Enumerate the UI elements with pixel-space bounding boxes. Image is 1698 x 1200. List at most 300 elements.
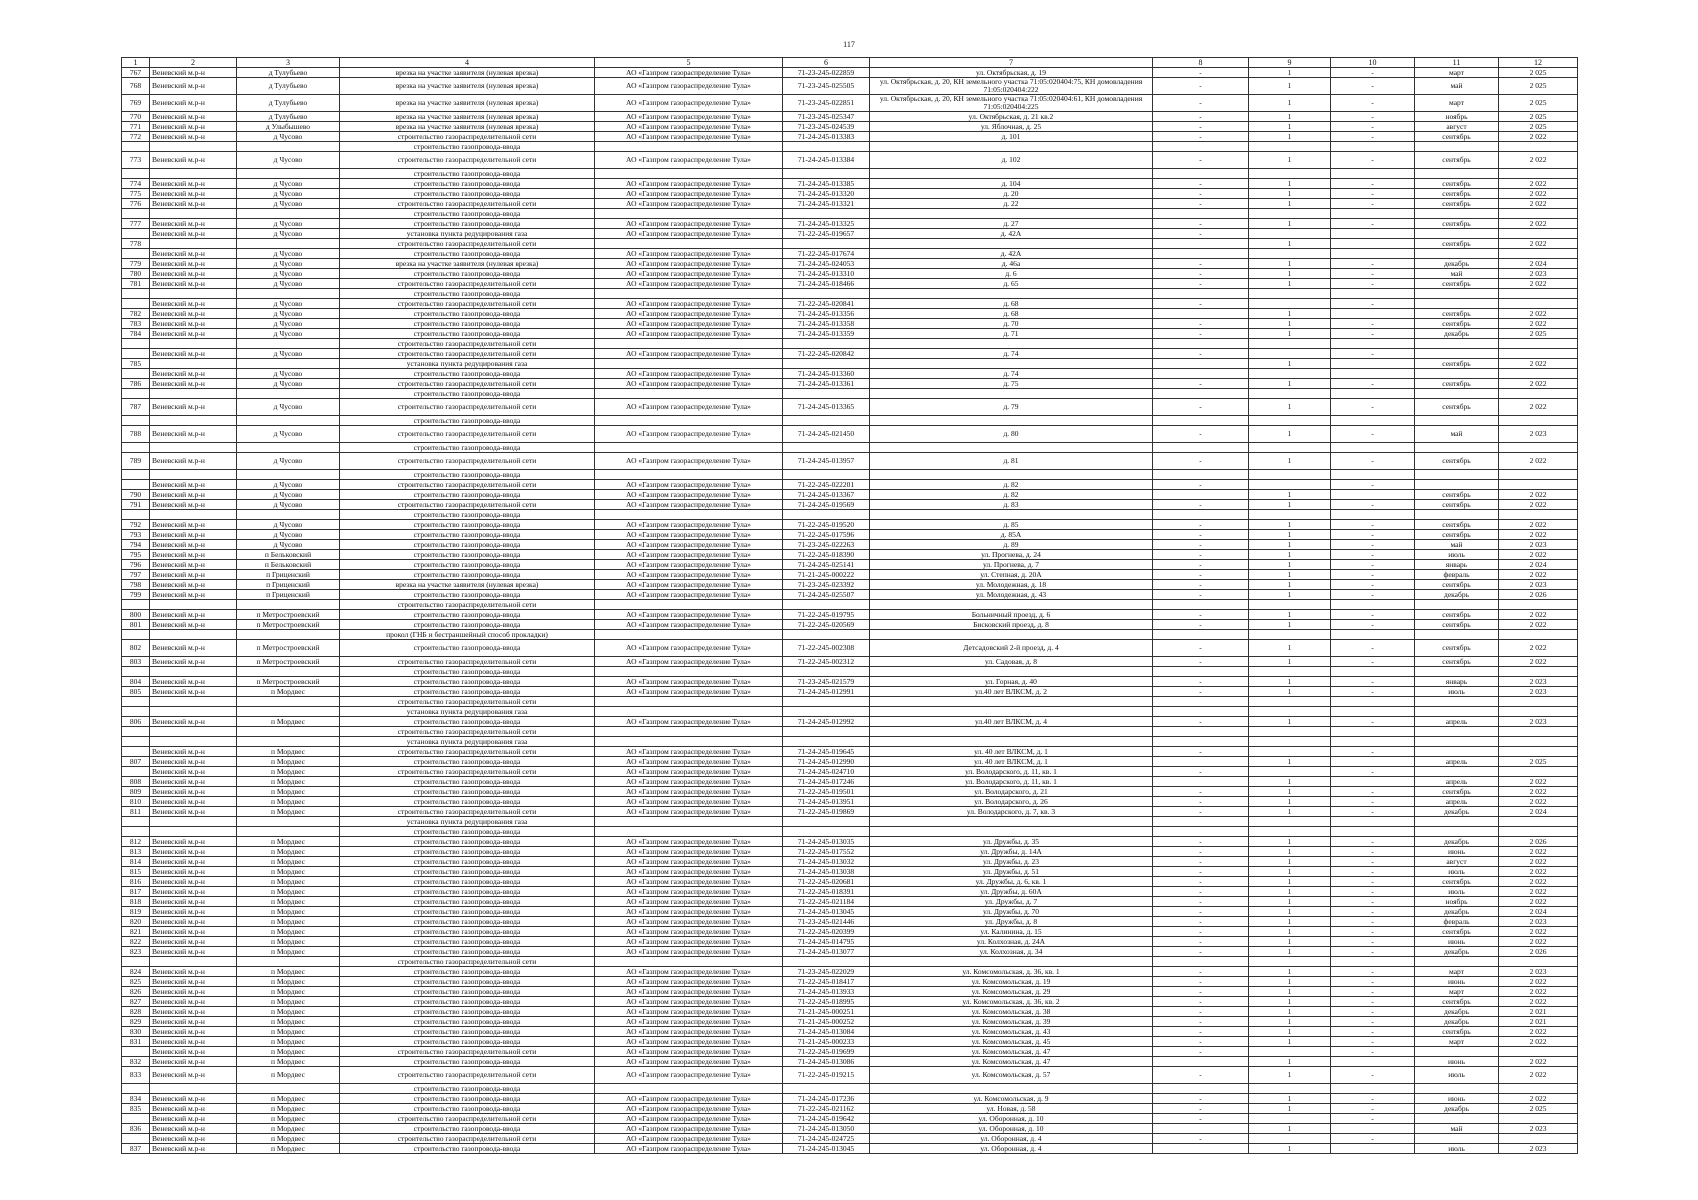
organization-cell: АО «Газпром газораспределение Тула» xyxy=(595,78,783,95)
table-row xyxy=(122,977,1578,987)
quantity-cell xyxy=(1249,339,1331,349)
col10-cell: - xyxy=(1331,550,1415,560)
district-cell xyxy=(150,443,237,453)
col10-cell: - xyxy=(1331,1134,1415,1144)
month-cell: сентябрь xyxy=(1415,179,1499,189)
locality-cell: п Бельковский xyxy=(237,560,340,570)
col10-cell xyxy=(1331,697,1415,707)
col8-cell: - xyxy=(1153,997,1249,1007)
organization-cell: АО «Газпром газораспределение Тула» xyxy=(595,967,783,977)
year-cell xyxy=(1499,630,1578,640)
table-row xyxy=(122,610,1578,620)
address-cell: д. 42А xyxy=(870,249,1153,259)
col10-cell: - xyxy=(1331,997,1415,1007)
quantity-cell: 1 xyxy=(1249,1124,1331,1134)
organization-cell: АО «Газпром газораспределение Тула» xyxy=(595,717,783,727)
locality-cell: д Тулубьево xyxy=(237,95,340,112)
table-row xyxy=(122,927,1578,937)
row-number: 801 xyxy=(122,620,150,630)
work-type-cell: строительство газораспределительной сети xyxy=(340,697,595,707)
work-type-cell: строительство газопровода-ввода xyxy=(340,620,595,630)
column-number-row xyxy=(122,58,1578,68)
year-cell: 2 023 xyxy=(1499,426,1578,443)
month-cell: март xyxy=(1415,987,1499,997)
row-number: 790 xyxy=(122,490,150,500)
application-number-cell: 71-24-245-019642 xyxy=(783,1114,870,1124)
address-cell: ул. Комсомольская, д. 9 xyxy=(870,1094,1153,1104)
col10-cell xyxy=(1331,1057,1415,1067)
month-cell xyxy=(1415,229,1499,239)
quantity-cell: 1 xyxy=(1249,967,1331,977)
locality-cell: п Мордвес xyxy=(237,807,340,817)
application-number-cell xyxy=(783,443,870,453)
col10-cell: - xyxy=(1331,917,1415,927)
address-cell xyxy=(870,389,1153,399)
address-cell: ул. Дружбы, д. 7 xyxy=(870,897,1153,907)
district-cell xyxy=(150,389,237,399)
organization-cell: АО «Газпром газораспределение Тула» xyxy=(595,907,783,917)
table-row xyxy=(122,767,1578,777)
quantity-cell xyxy=(1249,289,1331,299)
quantity-cell xyxy=(1249,443,1331,453)
year-cell: 2 023 xyxy=(1499,1124,1578,1134)
row-number xyxy=(122,339,150,349)
col10-cell: - xyxy=(1331,807,1415,817)
address-cell: ул. Комсомольская, д. 43 xyxy=(870,1027,1153,1037)
year-cell: 2 025 xyxy=(1499,1104,1578,1114)
row-number: 767 xyxy=(122,68,150,78)
quantity-cell: 1 xyxy=(1249,687,1331,697)
quantity-cell: 1 xyxy=(1249,500,1331,510)
address-cell: ул. Октябрьская, д. 20, КН земельного участка 71:05:020404:75, КН домовладения 71:05:020404:222 xyxy=(870,78,1153,95)
col8-cell: - xyxy=(1153,95,1249,112)
locality-cell: п Мордвес xyxy=(237,1104,340,1114)
locality-cell: п Метростроевский xyxy=(237,657,340,667)
col8-cell: - xyxy=(1153,937,1249,947)
year-cell: 2 022 xyxy=(1499,927,1578,937)
application-number-cell xyxy=(783,630,870,640)
organization-cell: АО «Газпром газораспределение Тула» xyxy=(595,329,783,339)
row-number xyxy=(122,470,150,480)
month-cell xyxy=(1415,667,1499,677)
organization-cell: АО «Газпром газораспределение Тула» xyxy=(595,1057,783,1067)
col10-cell: - xyxy=(1331,1114,1415,1124)
col8-cell xyxy=(1153,239,1249,249)
locality-cell: п Метростроевский xyxy=(237,610,340,620)
table-row xyxy=(122,787,1578,797)
district-cell xyxy=(150,470,237,480)
organization-cell xyxy=(595,169,783,179)
work-type-cell: прокол (ГНБ и бестраншейный способ прокладки) xyxy=(340,630,595,640)
quantity-cell xyxy=(1249,510,1331,520)
district-cell: Веневский м.р-н xyxy=(150,1027,237,1037)
district-cell: Веневский м.р-н xyxy=(150,309,237,319)
col10-cell: - xyxy=(1331,767,1415,777)
locality-cell xyxy=(237,707,340,717)
col8-cell xyxy=(1153,1144,1249,1154)
month-cell: март xyxy=(1415,95,1499,112)
quantity-cell: 1 xyxy=(1249,319,1331,329)
organization-cell xyxy=(595,359,783,369)
application-number-cell xyxy=(783,389,870,399)
application-number-cell: 71-22-245-018995 xyxy=(783,997,870,1007)
column-number: 3 xyxy=(237,58,340,68)
year-cell xyxy=(1499,289,1578,299)
col8-cell: - xyxy=(1153,78,1249,95)
address-cell xyxy=(870,737,1153,747)
col10-cell xyxy=(1331,239,1415,249)
year-cell xyxy=(1499,369,1578,379)
col8-cell: - xyxy=(1153,977,1249,987)
district-cell: Веневский м.р-н xyxy=(150,500,237,510)
row-number xyxy=(122,817,150,827)
table-row xyxy=(122,570,1578,580)
year-cell xyxy=(1499,339,1578,349)
month-cell xyxy=(1415,707,1499,717)
quantity-cell xyxy=(1249,369,1331,379)
organization-cell: АО «Газпром газораспределение Тула» xyxy=(595,1047,783,1057)
month-cell xyxy=(1415,443,1499,453)
district-cell: Веневский м.р-н xyxy=(150,520,237,530)
quantity-cell xyxy=(1249,747,1331,757)
row-number: 833 xyxy=(122,1067,150,1084)
col8-cell: - xyxy=(1153,1047,1249,1057)
organization-cell xyxy=(595,389,783,399)
work-type-cell: строительство газопровода-ввода xyxy=(340,687,595,697)
locality-cell: п Гриценский xyxy=(237,590,340,600)
district-cell: Веневский м.р-н xyxy=(150,219,237,229)
row-number: 793 xyxy=(122,530,150,540)
organization-cell: АО «Газпром газораспределение Тула» xyxy=(595,259,783,269)
district-cell: Веневский м.р-н xyxy=(150,319,237,329)
organization-cell: АО «Газпром газораспределение Тула» xyxy=(595,453,783,470)
table-row xyxy=(122,600,1578,610)
district-cell: Веневский м.р-н xyxy=(150,1007,237,1017)
address-cell: ул. Оборонная, д. 4 xyxy=(870,1134,1153,1144)
row-number xyxy=(122,827,150,837)
col8-cell: - xyxy=(1153,807,1249,817)
work-type-cell: строительство газопровода-ввода xyxy=(340,1124,595,1134)
col10-cell: - xyxy=(1331,987,1415,997)
organization-cell xyxy=(595,510,783,520)
address-cell xyxy=(870,239,1153,249)
row-number: 807 xyxy=(122,757,150,767)
table-row xyxy=(122,917,1578,927)
col10-cell xyxy=(1331,757,1415,767)
organization-cell: АО «Газпром газораспределение Тула» xyxy=(595,847,783,857)
month-cell: май xyxy=(1415,1124,1499,1134)
district-cell: Веневский м.р-н xyxy=(150,767,237,777)
application-number-cell: 71-23-245-021446 xyxy=(783,917,870,927)
table-row xyxy=(122,249,1578,259)
application-number-cell: 71-22-245-018417 xyxy=(783,977,870,987)
row-number: 827 xyxy=(122,997,150,1007)
work-type-cell: врезка на участке заявителя (нулевая врезка) xyxy=(340,95,595,112)
year-cell: 2 026 xyxy=(1499,947,1578,957)
address-cell: д. 85 xyxy=(870,520,1153,530)
row-number: 787 xyxy=(122,399,150,416)
district-cell: Веневский м.р-н xyxy=(150,453,237,470)
district-cell: Веневский м.р-н xyxy=(150,580,237,590)
table-row xyxy=(122,349,1578,359)
month-cell xyxy=(1415,1084,1499,1094)
address-cell: д. 65 xyxy=(870,279,1153,289)
row-number: 803 xyxy=(122,657,150,667)
organization-cell: АО «Газпром газораспределение Тула» xyxy=(595,767,783,777)
col10-cell xyxy=(1331,827,1415,837)
district-cell: Веневский м.р-н xyxy=(150,677,237,687)
row-number: 802 xyxy=(122,640,150,657)
col8-cell xyxy=(1153,1084,1249,1094)
address-cell xyxy=(870,1084,1153,1094)
col8-cell: - xyxy=(1153,68,1249,78)
quantity-cell xyxy=(1249,767,1331,777)
work-type-cell: строительство газопровода-ввода xyxy=(340,169,595,179)
month-cell: сентябрь xyxy=(1415,787,1499,797)
address-cell: ул. Яблочная, д. 25 xyxy=(870,122,1153,132)
district-cell: Веневский м.р-н xyxy=(150,1124,237,1134)
row-number xyxy=(122,1114,150,1124)
address-cell xyxy=(870,339,1153,349)
row-number xyxy=(122,667,150,677)
register-table xyxy=(121,57,1578,1154)
year-cell: 2 024 xyxy=(1499,560,1578,570)
col8-cell: - xyxy=(1153,259,1249,269)
year-cell: 2 025 xyxy=(1499,78,1578,95)
locality-cell xyxy=(237,957,340,967)
work-type-cell: строительство газораспределительной сети xyxy=(340,480,595,490)
application-number-cell: 71-24-245-018466 xyxy=(783,279,870,289)
year-cell xyxy=(1499,1114,1578,1124)
row-number xyxy=(122,630,150,640)
address-cell: ул. Дружбы, д. 35 xyxy=(870,837,1153,847)
month-cell: декабрь xyxy=(1415,947,1499,957)
col10-cell: - xyxy=(1331,319,1415,329)
organization-cell: АО «Газпром газораспределение Тула» xyxy=(595,747,783,757)
year-cell: 2 022 xyxy=(1499,997,1578,1007)
col8-cell: - xyxy=(1153,122,1249,132)
organization-cell: АО «Газпром газораспределение Тула» xyxy=(595,1067,783,1084)
application-number-cell: 71-24-245-013951 xyxy=(783,797,870,807)
year-cell: 2 022 xyxy=(1499,179,1578,189)
work-type-cell: строительство газопровода-ввода xyxy=(340,249,595,259)
organization-cell: АО «Газпром газораспределение Тула» xyxy=(595,530,783,540)
quantity-cell: 1 xyxy=(1249,1094,1331,1104)
work-type-cell: строительство газопровода-ввода xyxy=(340,907,595,917)
col8-cell: - xyxy=(1153,480,1249,490)
col8-cell xyxy=(1153,369,1249,379)
district-cell: Веневский м.р-н xyxy=(150,68,237,78)
locality-cell: д Чусово xyxy=(237,219,340,229)
quantity-cell: 1 xyxy=(1249,947,1331,957)
application-number-cell: 71-24-245-013038 xyxy=(783,867,870,877)
locality-cell: п Мордвес xyxy=(237,857,340,867)
locality-cell: д Чусово xyxy=(237,229,340,239)
locality-cell: д Чусово xyxy=(237,249,340,259)
quantity-cell xyxy=(1249,817,1331,827)
year-cell: 2 022 xyxy=(1499,1027,1578,1037)
quantity-cell: 1 xyxy=(1249,917,1331,927)
quantity-cell: 1 xyxy=(1249,490,1331,500)
year-cell: 2 022 xyxy=(1499,279,1578,289)
column-number: 2 xyxy=(150,58,237,68)
month-cell xyxy=(1415,209,1499,219)
address-cell: д. 20 xyxy=(870,189,1153,199)
application-number-cell: 71-22-245-019215 xyxy=(783,1067,870,1084)
table-row xyxy=(122,817,1578,827)
work-type-cell: врезка на участке заявителя (нулевая врезка) xyxy=(340,259,595,269)
organization-cell: АО «Газпром газораспределение Тула» xyxy=(595,590,783,600)
col10-cell: - xyxy=(1331,199,1415,209)
col10-cell: - xyxy=(1331,717,1415,727)
organization-cell xyxy=(595,289,783,299)
col10-cell: - xyxy=(1331,1047,1415,1057)
year-cell: 2 023 xyxy=(1499,269,1578,279)
district-cell: Веневский м.р-н xyxy=(150,927,237,937)
quantity-cell xyxy=(1249,737,1331,747)
row-number xyxy=(122,289,150,299)
district-cell: Веневский м.р-н xyxy=(150,777,237,787)
year-cell xyxy=(1499,957,1578,967)
col8-cell: - xyxy=(1153,319,1249,329)
table-row xyxy=(122,443,1578,453)
col8-cell xyxy=(1153,817,1249,827)
month-cell: сентябрь xyxy=(1415,927,1499,937)
col8-cell: - xyxy=(1153,152,1249,169)
organization-cell: АО «Газпром газораспределение Тула» xyxy=(595,309,783,319)
year-cell xyxy=(1499,817,1578,827)
col10-cell: - xyxy=(1331,1094,1415,1104)
year-cell: 2 023 xyxy=(1499,717,1578,727)
work-type-cell: строительство газопровода-ввода xyxy=(340,142,595,152)
locality-cell: п Мордвес xyxy=(237,837,340,847)
quantity-cell: 1 xyxy=(1249,897,1331,907)
work-type-cell: строительство газопровода-ввода xyxy=(340,219,595,229)
work-type-cell: строительство газораспределительной сети xyxy=(340,600,595,610)
address-cell: ул. Комсомольская, д. 29 xyxy=(870,987,1153,997)
month-cell xyxy=(1415,727,1499,737)
month-cell: июль xyxy=(1415,1067,1499,1084)
row-number xyxy=(122,600,150,610)
application-number-cell: 71-24-245-013933 xyxy=(783,987,870,997)
work-type-cell: строительство газопровода-ввода xyxy=(340,209,595,219)
locality-cell: п Мордвес xyxy=(237,1047,340,1057)
col8-cell xyxy=(1153,169,1249,179)
col8-cell: - xyxy=(1153,112,1249,122)
row-number: 812 xyxy=(122,837,150,847)
organization-cell: АО «Газпром газораспределение Тула» xyxy=(595,927,783,937)
year-cell: 2 022 xyxy=(1499,309,1578,319)
col8-cell: - xyxy=(1153,987,1249,997)
col10-cell: - xyxy=(1331,299,1415,309)
col8-cell xyxy=(1153,443,1249,453)
application-number-cell: 71-22-245-020841 xyxy=(783,299,870,309)
month-cell: сентябрь xyxy=(1415,453,1499,470)
table-row xyxy=(122,319,1578,329)
quantity-cell: 1 xyxy=(1249,530,1331,540)
locality-cell: п Мордвес xyxy=(237,1037,340,1047)
table-row xyxy=(122,877,1578,887)
application-number-cell: 71-23-245-025505 xyxy=(783,78,870,95)
page-number: 117 xyxy=(843,40,855,49)
row-number: 779 xyxy=(122,259,150,269)
table-row xyxy=(122,389,1578,399)
work-type-cell: строительство газораспределительной сети xyxy=(340,299,595,309)
address-cell: д. 85А xyxy=(870,530,1153,540)
month-cell: август xyxy=(1415,122,1499,132)
col10-cell: - xyxy=(1331,329,1415,339)
application-number-cell: 71-24-245-013045 xyxy=(783,907,870,917)
district-cell: Веневский м.р-н xyxy=(150,379,237,389)
table-row xyxy=(122,169,1578,179)
table-row xyxy=(122,112,1578,122)
organization-cell xyxy=(595,630,783,640)
col8-cell: - xyxy=(1153,219,1249,229)
month-cell: сентябрь xyxy=(1415,640,1499,657)
organization-cell: АО «Газпром газораспределение Тула» xyxy=(595,807,783,817)
col10-cell xyxy=(1331,289,1415,299)
col10-cell: - xyxy=(1331,122,1415,132)
work-type-cell: строительство газопровода-ввода xyxy=(340,937,595,947)
month-cell: сентябрь xyxy=(1415,580,1499,590)
row-number: 823 xyxy=(122,947,150,957)
locality-cell: д Чусово xyxy=(237,453,340,470)
table-row xyxy=(122,279,1578,289)
address-cell xyxy=(870,359,1153,369)
locality-cell: д Чусово xyxy=(237,299,340,309)
row-number: 788 xyxy=(122,426,150,443)
district-cell: Веневский м.р-н xyxy=(150,1094,237,1104)
table-row xyxy=(122,550,1578,560)
locality-cell xyxy=(237,1084,340,1094)
table-row xyxy=(122,887,1578,897)
col10-cell: - xyxy=(1331,590,1415,600)
table-row xyxy=(122,453,1578,470)
locality-cell xyxy=(237,142,340,152)
application-number-cell: 71-24-245-013957 xyxy=(783,453,870,470)
table-row xyxy=(122,289,1578,299)
district-cell: Веневский м.р-н xyxy=(150,329,237,339)
organization-cell: АО «Газпром газораспределение Тула» xyxy=(595,249,783,259)
locality-cell: п Мордвес xyxy=(237,1017,340,1027)
table-row xyxy=(122,78,1578,95)
month-cell xyxy=(1415,747,1499,757)
quantity-cell: 1 xyxy=(1249,580,1331,590)
quantity-cell: 1 xyxy=(1249,777,1331,787)
quantity-cell: 1 xyxy=(1249,1067,1331,1084)
application-number-cell xyxy=(783,697,870,707)
district-cell: Веневский м.р-н xyxy=(150,857,237,867)
col10-cell: - xyxy=(1331,1067,1415,1084)
address-cell: д. 68 xyxy=(870,299,1153,309)
quantity-cell: 1 xyxy=(1249,259,1331,269)
col10-cell: - xyxy=(1331,897,1415,907)
table-row xyxy=(122,560,1578,570)
locality-cell: д Чусово xyxy=(237,259,340,269)
month-cell: сентябрь xyxy=(1415,997,1499,1007)
district-cell: Веневский м.р-н xyxy=(150,560,237,570)
table-row xyxy=(122,1037,1578,1047)
year-cell xyxy=(1499,443,1578,453)
organization-cell xyxy=(595,957,783,967)
address-cell: д. 70 xyxy=(870,319,1153,329)
row-number xyxy=(122,349,150,359)
district-cell: Веневский м.р-н xyxy=(150,620,237,630)
month-cell: январь xyxy=(1415,560,1499,570)
locality-cell: п Мордвес xyxy=(237,777,340,787)
organization-cell: АО «Газпром газораспределение Тула» xyxy=(595,580,783,590)
month-cell: сентябрь xyxy=(1415,152,1499,169)
